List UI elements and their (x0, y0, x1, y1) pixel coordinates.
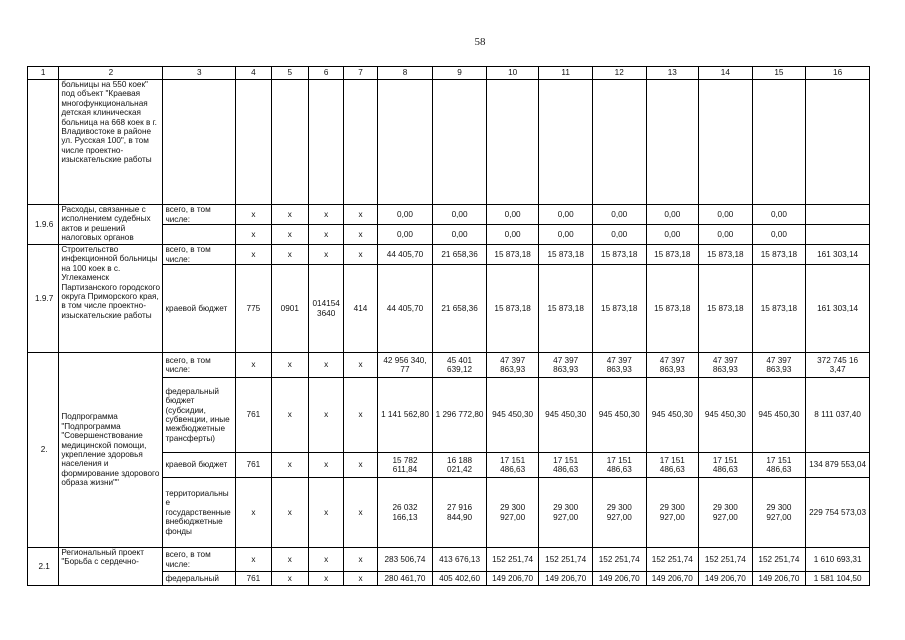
value-cell: 413 676,13 (433, 548, 487, 572)
value-cell: 405 402,60 (433, 572, 487, 586)
value-cell: 1 296 772,80 (433, 378, 487, 453)
value-cell: 17 151 486,63 (752, 453, 806, 478)
value-cell: 27 916 844,90 (433, 478, 487, 548)
value-cell: 149 206,70 (539, 572, 593, 586)
header-cell: 8 (377, 67, 433, 80)
empty-cell (699, 80, 753, 205)
value-cell: 47 397 863,93 (699, 353, 753, 378)
code-cell: 761 (236, 453, 271, 478)
value-cell: 29 300 927,00 (646, 478, 699, 548)
value-cell: 0,00 (699, 225, 753, 245)
value-cell: 0,00 (433, 205, 487, 225)
value-cell: 44 405,70 (377, 265, 433, 353)
value-cell: 17 151 486,63 (486, 453, 539, 478)
code-cell: x (271, 225, 308, 245)
code-cell: x (271, 453, 308, 478)
total-cell (806, 225, 870, 245)
row-code: 1.9.6 (28, 205, 59, 245)
header-cell: 4 (236, 67, 271, 80)
empty-cell (308, 80, 343, 205)
row-code (28, 80, 59, 205)
value-cell: 152 251,74 (592, 548, 646, 572)
code-cell: x (236, 353, 271, 378)
code-cell: x (236, 205, 271, 225)
value-cell: 15 873,18 (752, 245, 806, 265)
funding-source: краевой бюджет (163, 265, 236, 353)
value-cell: 0,00 (486, 225, 539, 245)
value-cell: 21 658,36 (433, 245, 487, 265)
row-name: Подпрограмма "Подпрограмма "Совершенствование медицинской помощи, укрепление здоровья населения и формирование здорового образа жизни"" (59, 353, 163, 548)
code-cell: x (344, 353, 377, 378)
value-cell: 15 873,18 (752, 265, 806, 353)
total-cell: 1 581 104,50 (806, 572, 870, 586)
row-name: больницы на 550 коек" под объект "Краевая многофункциональная детская клиническая больница на 668 коек в г. Владивостоке в районе ул. Русская 100", в том числе проектно-изыскательские работы (59, 80, 163, 205)
row-code: 1.9.7 (28, 245, 59, 353)
row-name: Региональный проект "Борьба с сердечно- (59, 548, 163, 586)
total-cell: 134 879 553,04 (806, 453, 870, 478)
value-cell: 152 251,74 (646, 548, 699, 572)
header-cell: 3 (163, 67, 236, 80)
table-row (28, 548, 870, 572)
empty-cell (806, 80, 870, 205)
code-cell: x (271, 548, 308, 572)
code-cell: x (271, 205, 308, 225)
value-cell: 0,00 (646, 225, 699, 245)
value-cell: 1 141 562,80 (377, 378, 433, 453)
code-cell: x (344, 478, 377, 548)
value-cell: 945 450,30 (752, 378, 806, 453)
funding-source: федеральный бюджет (субсидии, субвенции, иные межбюджетные трансферты) (163, 378, 236, 453)
value-cell: 0,00 (433, 225, 487, 245)
value-cell: 16 188 021,42 (433, 453, 487, 478)
code-cell: 761 (236, 378, 271, 453)
code-cell: x (344, 453, 377, 478)
value-cell: 149 206,70 (646, 572, 699, 586)
value-cell: 0,00 (486, 205, 539, 225)
value-cell: 15 873,18 (539, 265, 593, 353)
funding-source (163, 225, 236, 245)
code-cell: x (308, 572, 343, 586)
value-cell: 17 151 486,63 (699, 453, 753, 478)
value-cell: 15 873,18 (486, 245, 539, 265)
value-cell: 149 206,70 (752, 572, 806, 586)
value-cell: 945 450,30 (486, 378, 539, 453)
funding-source: территориальные государственные внебюджетные фонды (163, 478, 236, 548)
code-cell: 761 (236, 572, 271, 586)
value-cell: 17 151 486,63 (592, 453, 646, 478)
code-cell: x (236, 478, 271, 548)
total-cell (806, 205, 870, 225)
header-cell: 5 (271, 67, 308, 80)
header-cell: 9 (433, 67, 487, 80)
empty-cell (433, 80, 487, 205)
value-cell: 47 397 863,93 (646, 353, 699, 378)
total-cell: 8 111 037,40 (806, 378, 870, 453)
code-cell: x (271, 378, 308, 453)
value-cell: 15 873,18 (646, 245, 699, 265)
value-cell: 26 032 166,13 (377, 478, 433, 548)
value-cell: 15 873,18 (539, 245, 593, 265)
value-cell: 0,00 (539, 225, 593, 245)
value-cell: 149 206,70 (592, 572, 646, 586)
row-code: 2. (28, 353, 59, 548)
funding-source: всего, в том числе: (163, 548, 236, 572)
code-cell: x (344, 378, 377, 453)
value-cell: 152 251,74 (752, 548, 806, 572)
funding-source: всего, в том числе: (163, 353, 236, 378)
value-cell: 0,00 (752, 205, 806, 225)
header-cell: 1 (28, 67, 59, 80)
code-cell: x (308, 245, 343, 265)
value-cell: 152 251,74 (486, 548, 539, 572)
value-cell: 42 956 340, 77 (377, 353, 433, 378)
value-cell: 29 300 927,00 (539, 478, 593, 548)
funding-source: федеральный (163, 572, 236, 586)
code-cell: 0901 (271, 265, 308, 353)
code-cell: x (308, 378, 343, 453)
value-cell: 29 300 927,00 (752, 478, 806, 548)
empty-cell (163, 80, 236, 205)
value-cell: 0,00 (377, 205, 433, 225)
code-cell: 014154 3640 (308, 265, 343, 353)
code-cell: x (271, 572, 308, 586)
empty-cell (344, 80, 377, 205)
value-cell: 47 397 863,93 (752, 353, 806, 378)
value-cell: 15 873,18 (486, 265, 539, 353)
value-cell: 0,00 (752, 225, 806, 245)
empty-cell (486, 80, 539, 205)
value-cell: 21 658,36 (433, 265, 487, 353)
total-cell: 1 610 693,31 (806, 548, 870, 572)
value-cell: 15 873,18 (699, 245, 753, 265)
budget-table (27, 66, 870, 586)
value-cell: 17 151 486,63 (646, 453, 699, 478)
total-cell: 161 303,14 (806, 265, 870, 353)
code-cell: x (308, 205, 343, 225)
code-cell: x (308, 453, 343, 478)
code-cell: 414 (344, 265, 377, 353)
value-cell: 945 450,30 (592, 378, 646, 453)
table-row (28, 80, 870, 205)
funding-source: краевой бюджет (163, 453, 236, 478)
code-cell: x (236, 548, 271, 572)
value-cell: 47 397 863,93 (486, 353, 539, 378)
row-name: Строительство инфекционной больницы на 100 коек в с. Углекаменск Партизанского городского округа Приморского края, в том числе проектно-изыскательские работы (59, 245, 163, 353)
header-cell: 7 (344, 67, 377, 80)
empty-cell (271, 80, 308, 205)
code-cell: x (271, 478, 308, 548)
header-cell: 6 (308, 67, 343, 80)
value-cell: 945 450,30 (699, 378, 753, 453)
code-cell: x (308, 548, 343, 572)
value-cell: 0,00 (377, 225, 433, 245)
code-cell: x (308, 225, 343, 245)
value-cell: 152 251,74 (699, 548, 753, 572)
value-cell: 17 151 486,63 (539, 453, 593, 478)
empty-cell (752, 80, 806, 205)
code-cell: x (308, 478, 343, 548)
code-cell: x (344, 572, 377, 586)
empty-cell (377, 80, 433, 205)
value-cell: 15 873,18 (592, 265, 646, 353)
code-cell: 775 (236, 265, 271, 353)
code-cell: x (271, 353, 308, 378)
code-cell: x (344, 245, 377, 265)
code-cell: x (344, 205, 377, 225)
value-cell: 0,00 (646, 205, 699, 225)
value-cell: 152 251,74 (539, 548, 593, 572)
header-row (28, 67, 870, 80)
header-cell: 13 (646, 67, 699, 80)
code-cell: x (236, 245, 271, 265)
funding-source: всего, в том числе: (163, 245, 236, 265)
value-cell: 44 405,70 (377, 245, 433, 265)
code-cell: x (271, 245, 308, 265)
header-cell: 15 (752, 67, 806, 80)
table-row (28, 245, 870, 265)
value-cell: 29 300 927,00 (486, 478, 539, 548)
value-cell: 0,00 (592, 225, 646, 245)
value-cell: 15 782 611,84 (377, 453, 433, 478)
total-cell: 161 303,14 (806, 245, 870, 265)
header-cell: 12 (592, 67, 646, 80)
table-row (28, 205, 870, 225)
value-cell: 47 397 863,93 (539, 353, 593, 378)
value-cell: 945 450,30 (539, 378, 593, 453)
value-cell: 280 461,70 (377, 572, 433, 586)
value-cell: 0,00 (592, 205, 646, 225)
header-cell: 16 (806, 67, 870, 80)
empty-cell (592, 80, 646, 205)
header-cell: 11 (539, 67, 593, 80)
empty-cell (646, 80, 699, 205)
value-cell: 45 401 639,12 (433, 353, 487, 378)
value-cell: 149 206,70 (699, 572, 753, 586)
code-cell: x (344, 548, 377, 572)
value-cell: 15 873,18 (646, 265, 699, 353)
row-name: Расходы, связанные с исполнением судебных актов и решений налоговых органов (59, 205, 163, 245)
value-cell: 149 206,70 (486, 572, 539, 586)
total-cell: 229 754 573,03 (806, 478, 870, 548)
code-cell: x (236, 225, 271, 245)
code-cell: x (344, 225, 377, 245)
header-cell: 2 (59, 67, 163, 80)
value-cell: 0,00 (699, 205, 753, 225)
code-cell: x (308, 353, 343, 378)
value-cell: 0,00 (539, 205, 593, 225)
value-cell: 47 397 863,93 (592, 353, 646, 378)
value-cell: 15 873,18 (699, 265, 753, 353)
value-cell: 283 506,74 (377, 548, 433, 572)
value-cell: 945 450,30 (646, 378, 699, 453)
value-cell: 15 873,18 (592, 245, 646, 265)
funding-source: всего, в том числе: (163, 205, 236, 225)
empty-cell (236, 80, 271, 205)
table-row (28, 353, 870, 378)
row-code: 2.1 (28, 548, 59, 586)
empty-cell (539, 80, 593, 205)
value-cell: 29 300 927,00 (592, 478, 646, 548)
value-cell: 29 300 927,00 (699, 478, 753, 548)
header-cell: 10 (486, 67, 539, 80)
total-cell: 372 745 16 3,47 (806, 353, 870, 378)
header-cell: 14 (699, 67, 753, 80)
page-number: 58 (474, 36, 486, 48)
